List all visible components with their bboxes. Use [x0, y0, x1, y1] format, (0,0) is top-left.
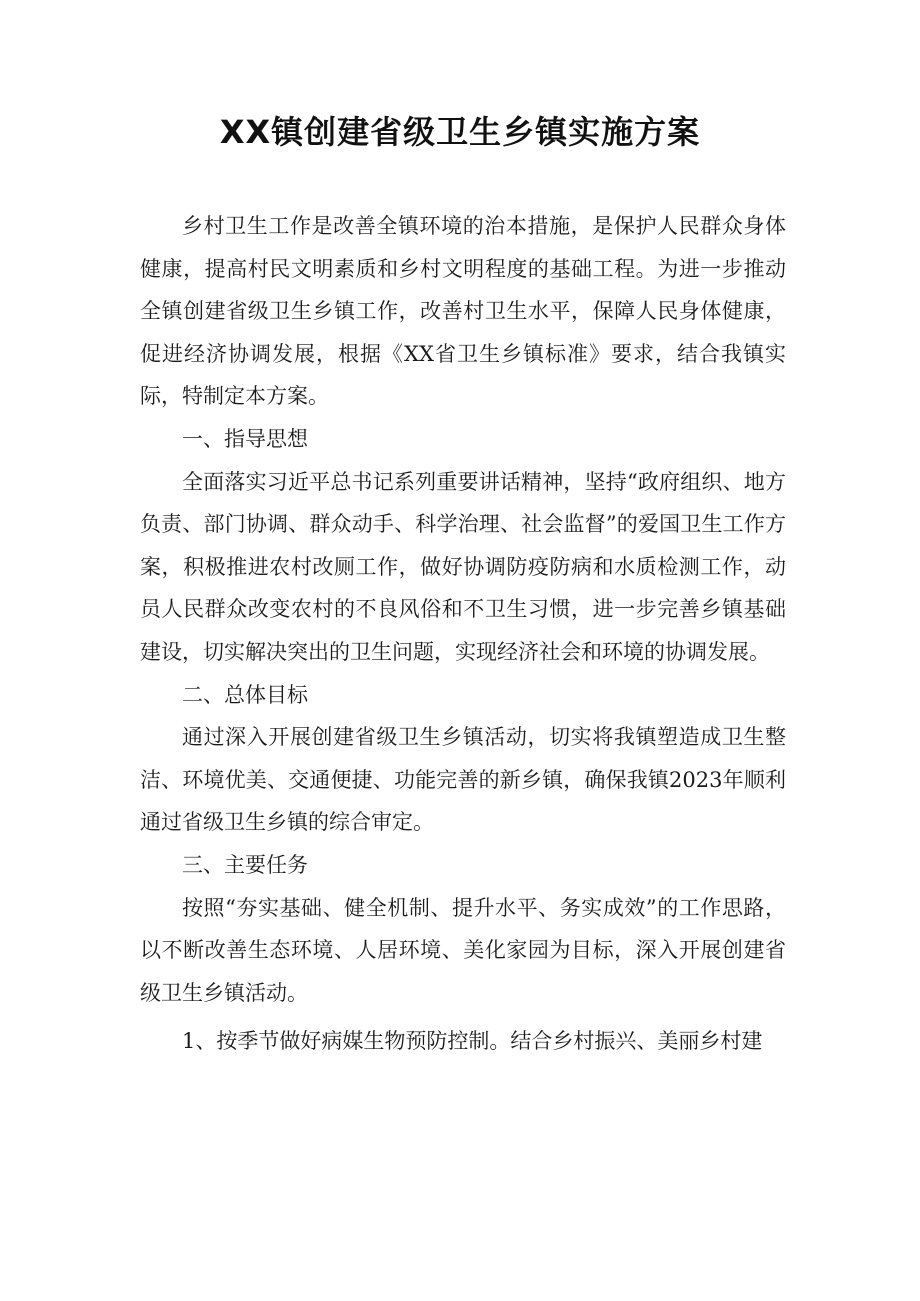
- section-heading-guiding-ideology: 一、指导思想: [182, 426, 308, 451]
- main-tasks-paragraph: 按照“夯实基础、健全机制、提升水平、务实成效”的工作思路，以不断改善生态环境、人居环境、美化家园为目标，深入开展创建省级卫生乡镇活动。: [140, 895, 786, 1005]
- document-title: XX镇创建省级卫生乡镇实施方案: [219, 113, 701, 151]
- document-body: [140, 205, 786, 1063]
- section-heading-main-tasks: 三、主要任务: [182, 852, 308, 877]
- intro-paragraph: 乡村卫生工作是改善全镇环境的治本措施，是保护人民群众身体健康，提高村民文明素质和乡村文明程度的基础工程。为进一步推动全镇创建省级卫生乡镇工作，改善村卫生水平，保障人民身体健康，促进经济协调发展，根据《XX省卫生乡镇标准》要求，结合我镇实际，特制定本方案。: [140, 214, 786, 409]
- guiding-ideology-paragraph: 全面落实习近平总书记系列重要讲话精神，坚持“政府组织、地方负责、部门协调、群众动手、科学治理、社会监督”的爱国卫生工作方案，积极推进农村改厕工作，做好协调防疫防病和水质检测工作，动员人民群众改变农村的不良风俗和不卫生习惯，进一步完善乡镇基础建设，切实解决突出的卫生问题，实现经济社会和环境的协调发展。: [140, 469, 786, 664]
- section-heading-overall-goal: 二、总体目标: [182, 682, 308, 707]
- task-item-1: 1、按季节做好病媒生物预防控制。结合乡村振兴、美丽乡村建: [182, 1029, 763, 1054]
- overall-goal-paragraph: 通过深入开展创建省级卫生乡镇活动，切实将我镇塑造成卫生整洁、环境优美、交通便捷、功能完善的新乡镇，确保我镇2023年顺利通过省级卫生乡镇的综合审定。: [140, 725, 786, 835]
